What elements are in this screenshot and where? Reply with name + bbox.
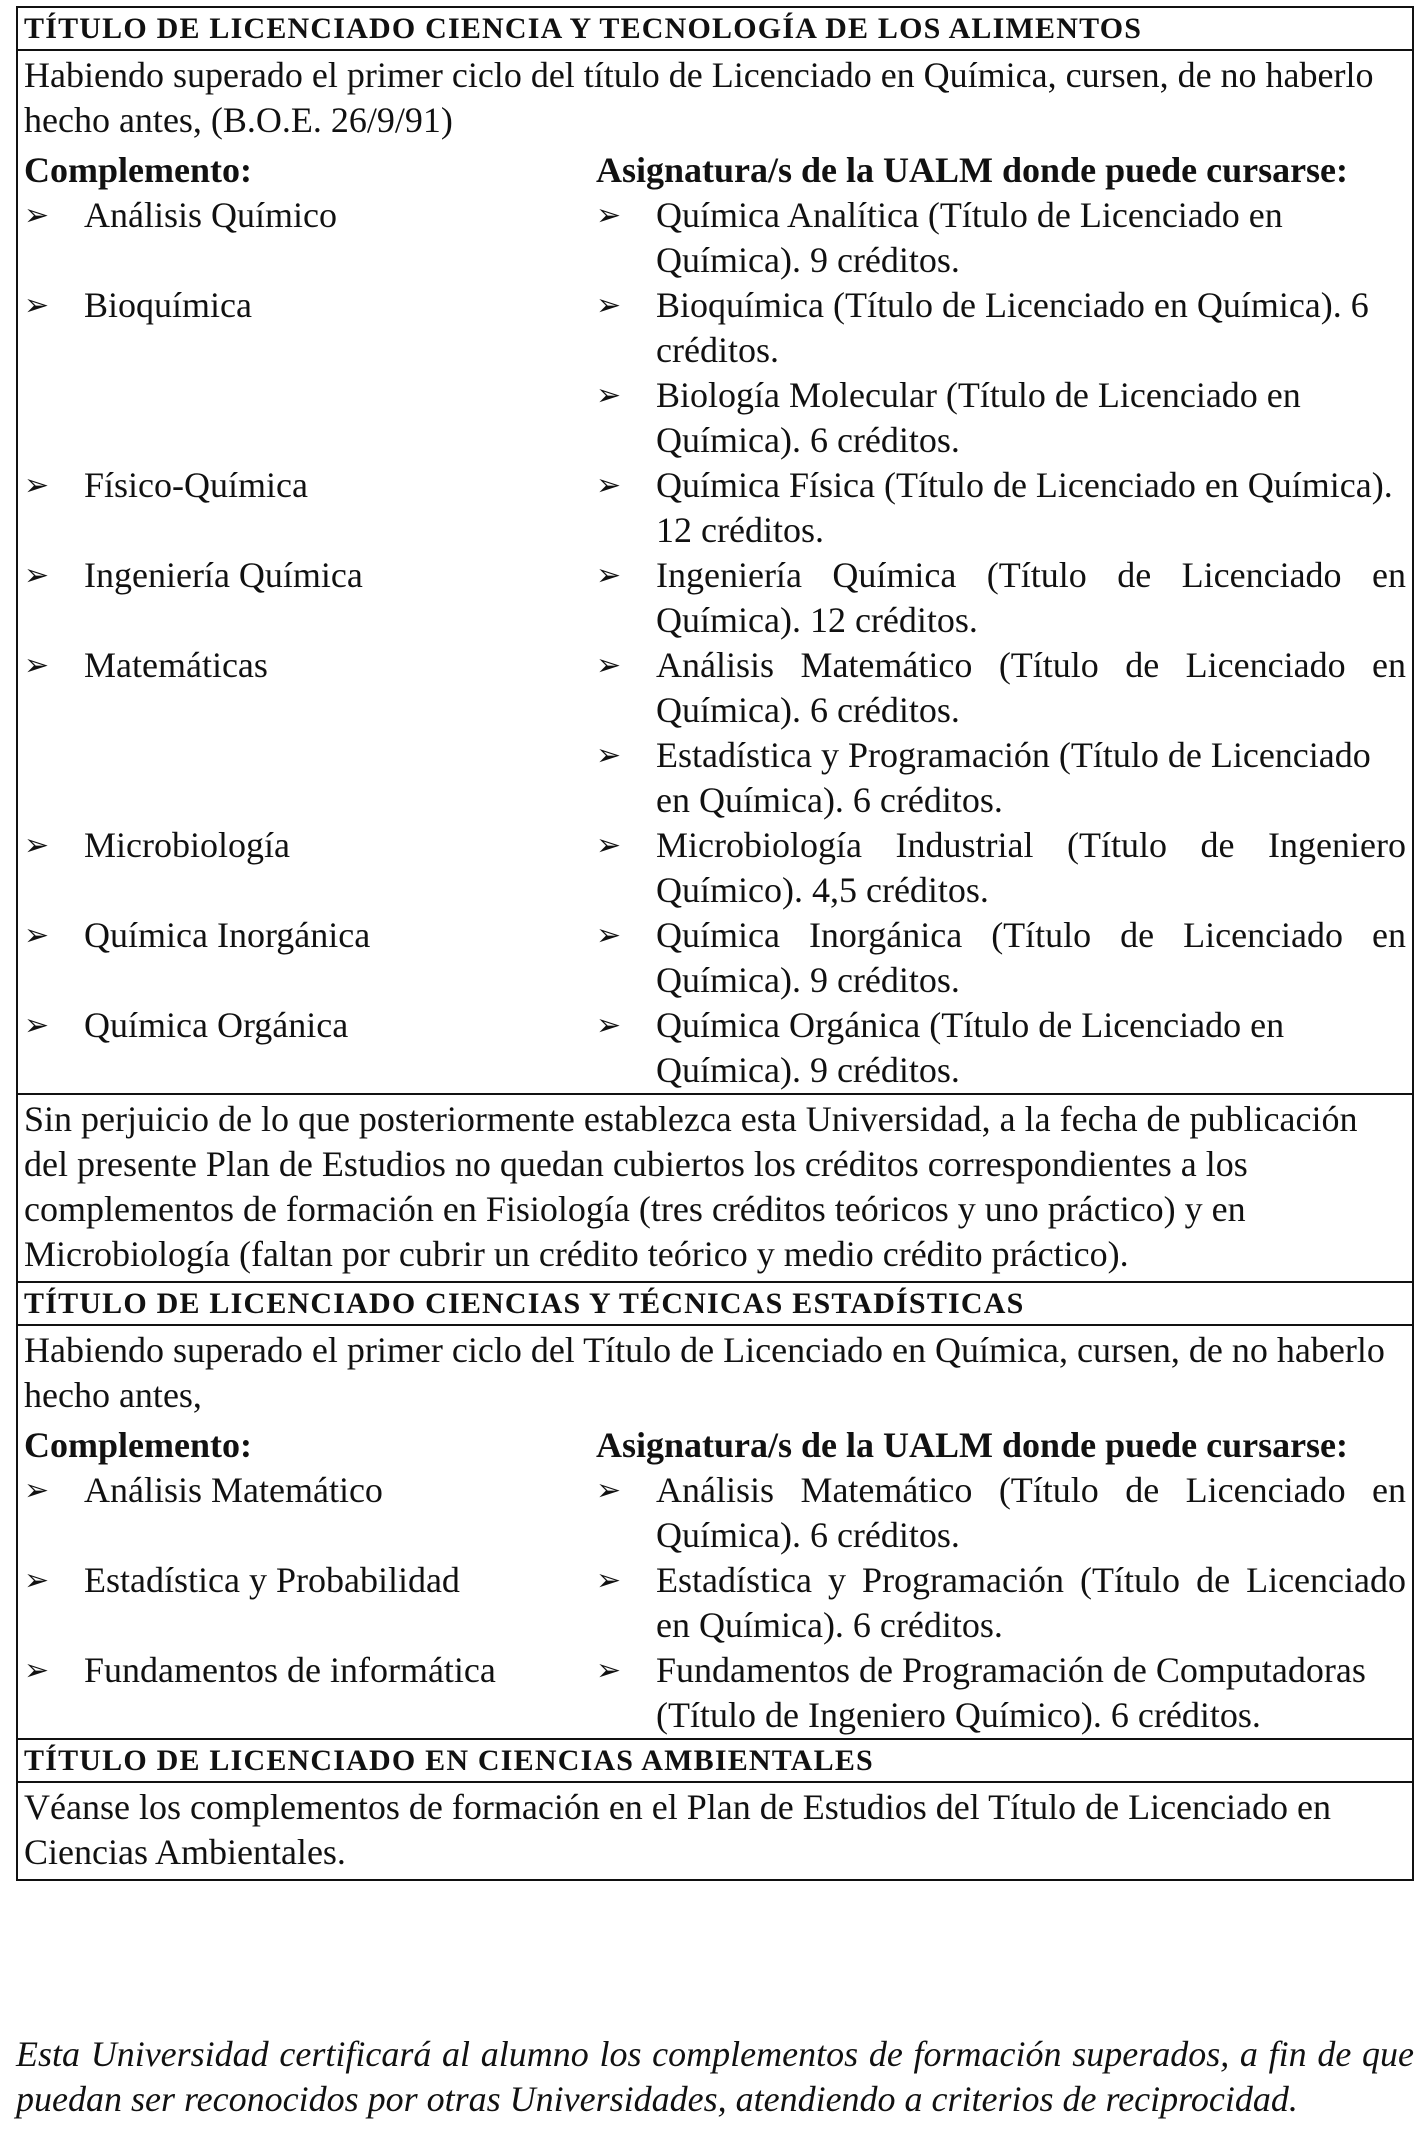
asignatura-item xyxy=(596,733,1406,823)
complemento-cell xyxy=(24,1558,596,1648)
complemento-cell xyxy=(24,193,596,283)
bullet-arrow-icon: ➢ xyxy=(24,829,50,862)
asignatura-item xyxy=(596,1003,1406,1093)
bullet-arrow-icon: ➢ xyxy=(596,919,622,952)
asignaturas-cell xyxy=(596,643,1406,823)
complemento-name: Química Orgánica xyxy=(84,1005,349,1045)
complemento-name: Microbiología xyxy=(84,825,290,865)
complemento-row xyxy=(18,193,1412,283)
bullet-arrow-icon: ➢ xyxy=(596,739,622,772)
asignaturas-cell xyxy=(596,553,1406,643)
complemento-row xyxy=(18,1003,1412,1093)
complemento-row xyxy=(18,1558,1412,1648)
asignatura-text: Fundamentos de Programación de Computadoras (Título de Ingeniero Químico). 6 créditos. xyxy=(656,1650,1366,1735)
bullet-arrow-icon: ➢ xyxy=(24,199,50,232)
asignaturas-cell xyxy=(596,1558,1406,1648)
complemento-cell xyxy=(24,913,596,1003)
col-header-asignaturas: Asignatura/s de la UALM donde puede cursarse: xyxy=(596,1425,1349,1465)
bullet-arrow-icon: ➢ xyxy=(596,469,622,502)
section-body xyxy=(16,49,1414,1093)
asignaturas-cell xyxy=(596,283,1406,463)
complemento-row xyxy=(18,823,1412,913)
bullet-arrow-icon: ➢ xyxy=(596,1564,622,1597)
section-title: TÍTULO DE LICENCIADO CIENCIAS Y TÉCNICAS ESTADÍSTICAS xyxy=(16,1281,1414,1324)
section-body xyxy=(16,1781,1414,1881)
asignatura-item xyxy=(596,463,1406,553)
asignatura-item xyxy=(596,373,1406,463)
complemento-row xyxy=(18,643,1412,823)
col-header-complemento: Complemento: xyxy=(24,1425,252,1465)
asignatura-text: Estadística y Programación (Título de Licenciado en Química). 6 créditos. xyxy=(656,1560,1406,1645)
asignaturas-cell xyxy=(596,823,1406,913)
asignatura-text: Estadística y Programación (Título de Licenciado en Química). 6 créditos. xyxy=(656,735,1371,820)
bullet-arrow-icon: ➢ xyxy=(24,469,50,502)
complemento-name: Ingeniería Química xyxy=(84,555,363,595)
section-title: TÍTULO DE LICENCIADO CIENCIA Y TECNOLOGÍA DE LOS ALIMENTOS xyxy=(16,6,1414,49)
bullet-arrow-icon: ➢ xyxy=(596,829,622,862)
complemento-cell xyxy=(24,463,596,553)
bullet-arrow-icon: ➢ xyxy=(24,1009,50,1042)
asignatura-text: Análisis Matemático (Título de Licenciado en Química). 6 créditos. xyxy=(656,645,1406,730)
section-title: TÍTULO DE LICENCIADO EN CIENCIAS AMBIENTALES xyxy=(16,1738,1414,1781)
complemento-row xyxy=(18,553,1412,643)
asignatura-item xyxy=(596,283,1406,373)
column-headers xyxy=(18,1422,1412,1468)
bullet-arrow-icon: ➢ xyxy=(24,919,50,952)
col-header-complemento: Complemento: xyxy=(24,150,252,190)
asignatura-text: Bioquímica (Título de Licenciado en Química). 6 créditos. xyxy=(656,285,1369,370)
complemento-row xyxy=(18,1468,1412,1558)
complemento-name: Estadística y Probabilidad xyxy=(84,1560,460,1600)
bullet-arrow-icon: ➢ xyxy=(596,649,622,682)
asignatura-text: Biología Molecular (Título de Licenciado en Química). 6 créditos. xyxy=(656,375,1301,460)
bullet-arrow-icon: ➢ xyxy=(24,1654,50,1687)
asignatura-text: Química Orgánica (Título de Licenciado en Química). 9 créditos. xyxy=(656,1005,1285,1090)
bullet-arrow-icon: ➢ xyxy=(596,289,622,322)
section-intro: Véanse los complementos de formación en el Plan de Estudios del Título de Licenciado en Ciencias Ambientales. xyxy=(24,1787,1331,1872)
complemento-cell xyxy=(24,1468,596,1558)
asignaturas-cell xyxy=(596,193,1406,283)
complemento-name: Análisis Matemático xyxy=(84,1470,383,1510)
bullet-arrow-icon: ➢ xyxy=(596,199,622,232)
bullet-arrow-icon: ➢ xyxy=(24,289,50,322)
complemento-name: Físico-Química xyxy=(84,465,308,505)
asignatura-item xyxy=(596,1558,1406,1648)
asignatura-item xyxy=(596,643,1406,733)
asignatura-item xyxy=(596,823,1406,913)
complemento-row xyxy=(18,913,1412,1003)
col-header-asignaturas: Asignatura/s de la UALM donde puede cursarse: xyxy=(596,150,1349,190)
complemento-name: Fundamentos de informática xyxy=(84,1650,496,1690)
complemento-name: Bioquímica xyxy=(84,285,252,325)
asignatura-text: Química Inorgánica (Título de Licenciado en Química). 9 créditos. xyxy=(656,915,1406,1000)
bullet-arrow-icon: ➢ xyxy=(24,649,50,682)
bullet-arrow-icon: ➢ xyxy=(24,1474,50,1507)
section-intro: Habiendo superado el primer ciclo del título de Licenciado en Química, cursen, de no haberlo hecho antes, (B.O.E. 26/9/91) xyxy=(24,55,1374,140)
asignaturas-cell xyxy=(596,913,1406,1003)
complemento-cell xyxy=(24,1648,596,1738)
complemento-cell xyxy=(24,553,596,643)
bullet-arrow-icon: ➢ xyxy=(596,379,622,412)
bullet-arrow-icon: ➢ xyxy=(596,1009,622,1042)
complemento-cell xyxy=(24,823,596,913)
asignatura-item xyxy=(596,1648,1406,1738)
asignatura-text: Análisis Matemático (Título de Licenciado en Química). 6 créditos. xyxy=(656,1470,1406,1555)
asignaturas-cell xyxy=(596,1468,1406,1558)
asignatura-item xyxy=(596,1468,1406,1558)
asignatura-item xyxy=(596,553,1406,643)
document-table xyxy=(16,6,1414,1881)
asignatura-text: Microbiología Industrial (Título de Ingeniero Químico). 4,5 créditos. xyxy=(656,825,1406,910)
asignatura-text: Ingeniería Química (Título de Licenciado en Química). 12 créditos. xyxy=(656,555,1406,640)
bullet-arrow-icon: ➢ xyxy=(596,1474,622,1507)
asignaturas-cell xyxy=(596,1648,1406,1738)
bullet-arrow-icon: ➢ xyxy=(596,559,622,592)
bullet-arrow-icon: ➢ xyxy=(24,559,50,592)
complemento-row xyxy=(18,463,1412,553)
asignatura-item xyxy=(596,913,1406,1003)
complemento-cell xyxy=(24,283,596,463)
complemento-name: Matemáticas xyxy=(84,645,268,685)
bullet-arrow-icon: ➢ xyxy=(596,1654,622,1687)
column-headers xyxy=(18,147,1412,193)
complemento-name: Química Inorgánica xyxy=(84,915,371,955)
footer-note: Esta Universidad certificará al alumno los complementos de formación superados, a fin de que puedan ser reconocidos por otras Universidades, atendiendo a criterios de reciprocidad. xyxy=(16,2034,1414,2119)
bullet-arrow-icon: ➢ xyxy=(24,1564,50,1597)
asignatura-text: Química Física (Título de Licenciado en Química). 12 créditos. xyxy=(656,465,1393,550)
asignaturas-cell xyxy=(596,463,1406,553)
complemento-name: Análisis Químico xyxy=(84,195,337,235)
section-body xyxy=(16,1324,1414,1738)
complemento-cell xyxy=(24,643,596,823)
complemento-row xyxy=(18,1648,1412,1738)
asignatura-text: Química Analítica (Título de Licenciado en Química). 9 créditos. xyxy=(656,195,1283,280)
asignatura-item xyxy=(596,193,1406,283)
section-intro: Habiendo superado el primer ciclo del Título de Licenciado en Química, cursen, de no haberlo hecho antes, xyxy=(24,1330,1385,1415)
asignaturas-cell xyxy=(596,1003,1406,1093)
complemento-cell xyxy=(24,1003,596,1093)
complemento-row xyxy=(18,283,1412,463)
section-note: Sin perjuicio de lo que posteriormente establezca esta Universidad, a la fecha de publicación del presente Plan de Estudios no quedan cubiertos los créditos correspondientes a los complementos de formación en Fisiología (tres créditos teóricos y uno práctico) y en Microbiología (faltan por cubrir un crédito teórico y medio crédito práctico). xyxy=(16,1093,1414,1281)
